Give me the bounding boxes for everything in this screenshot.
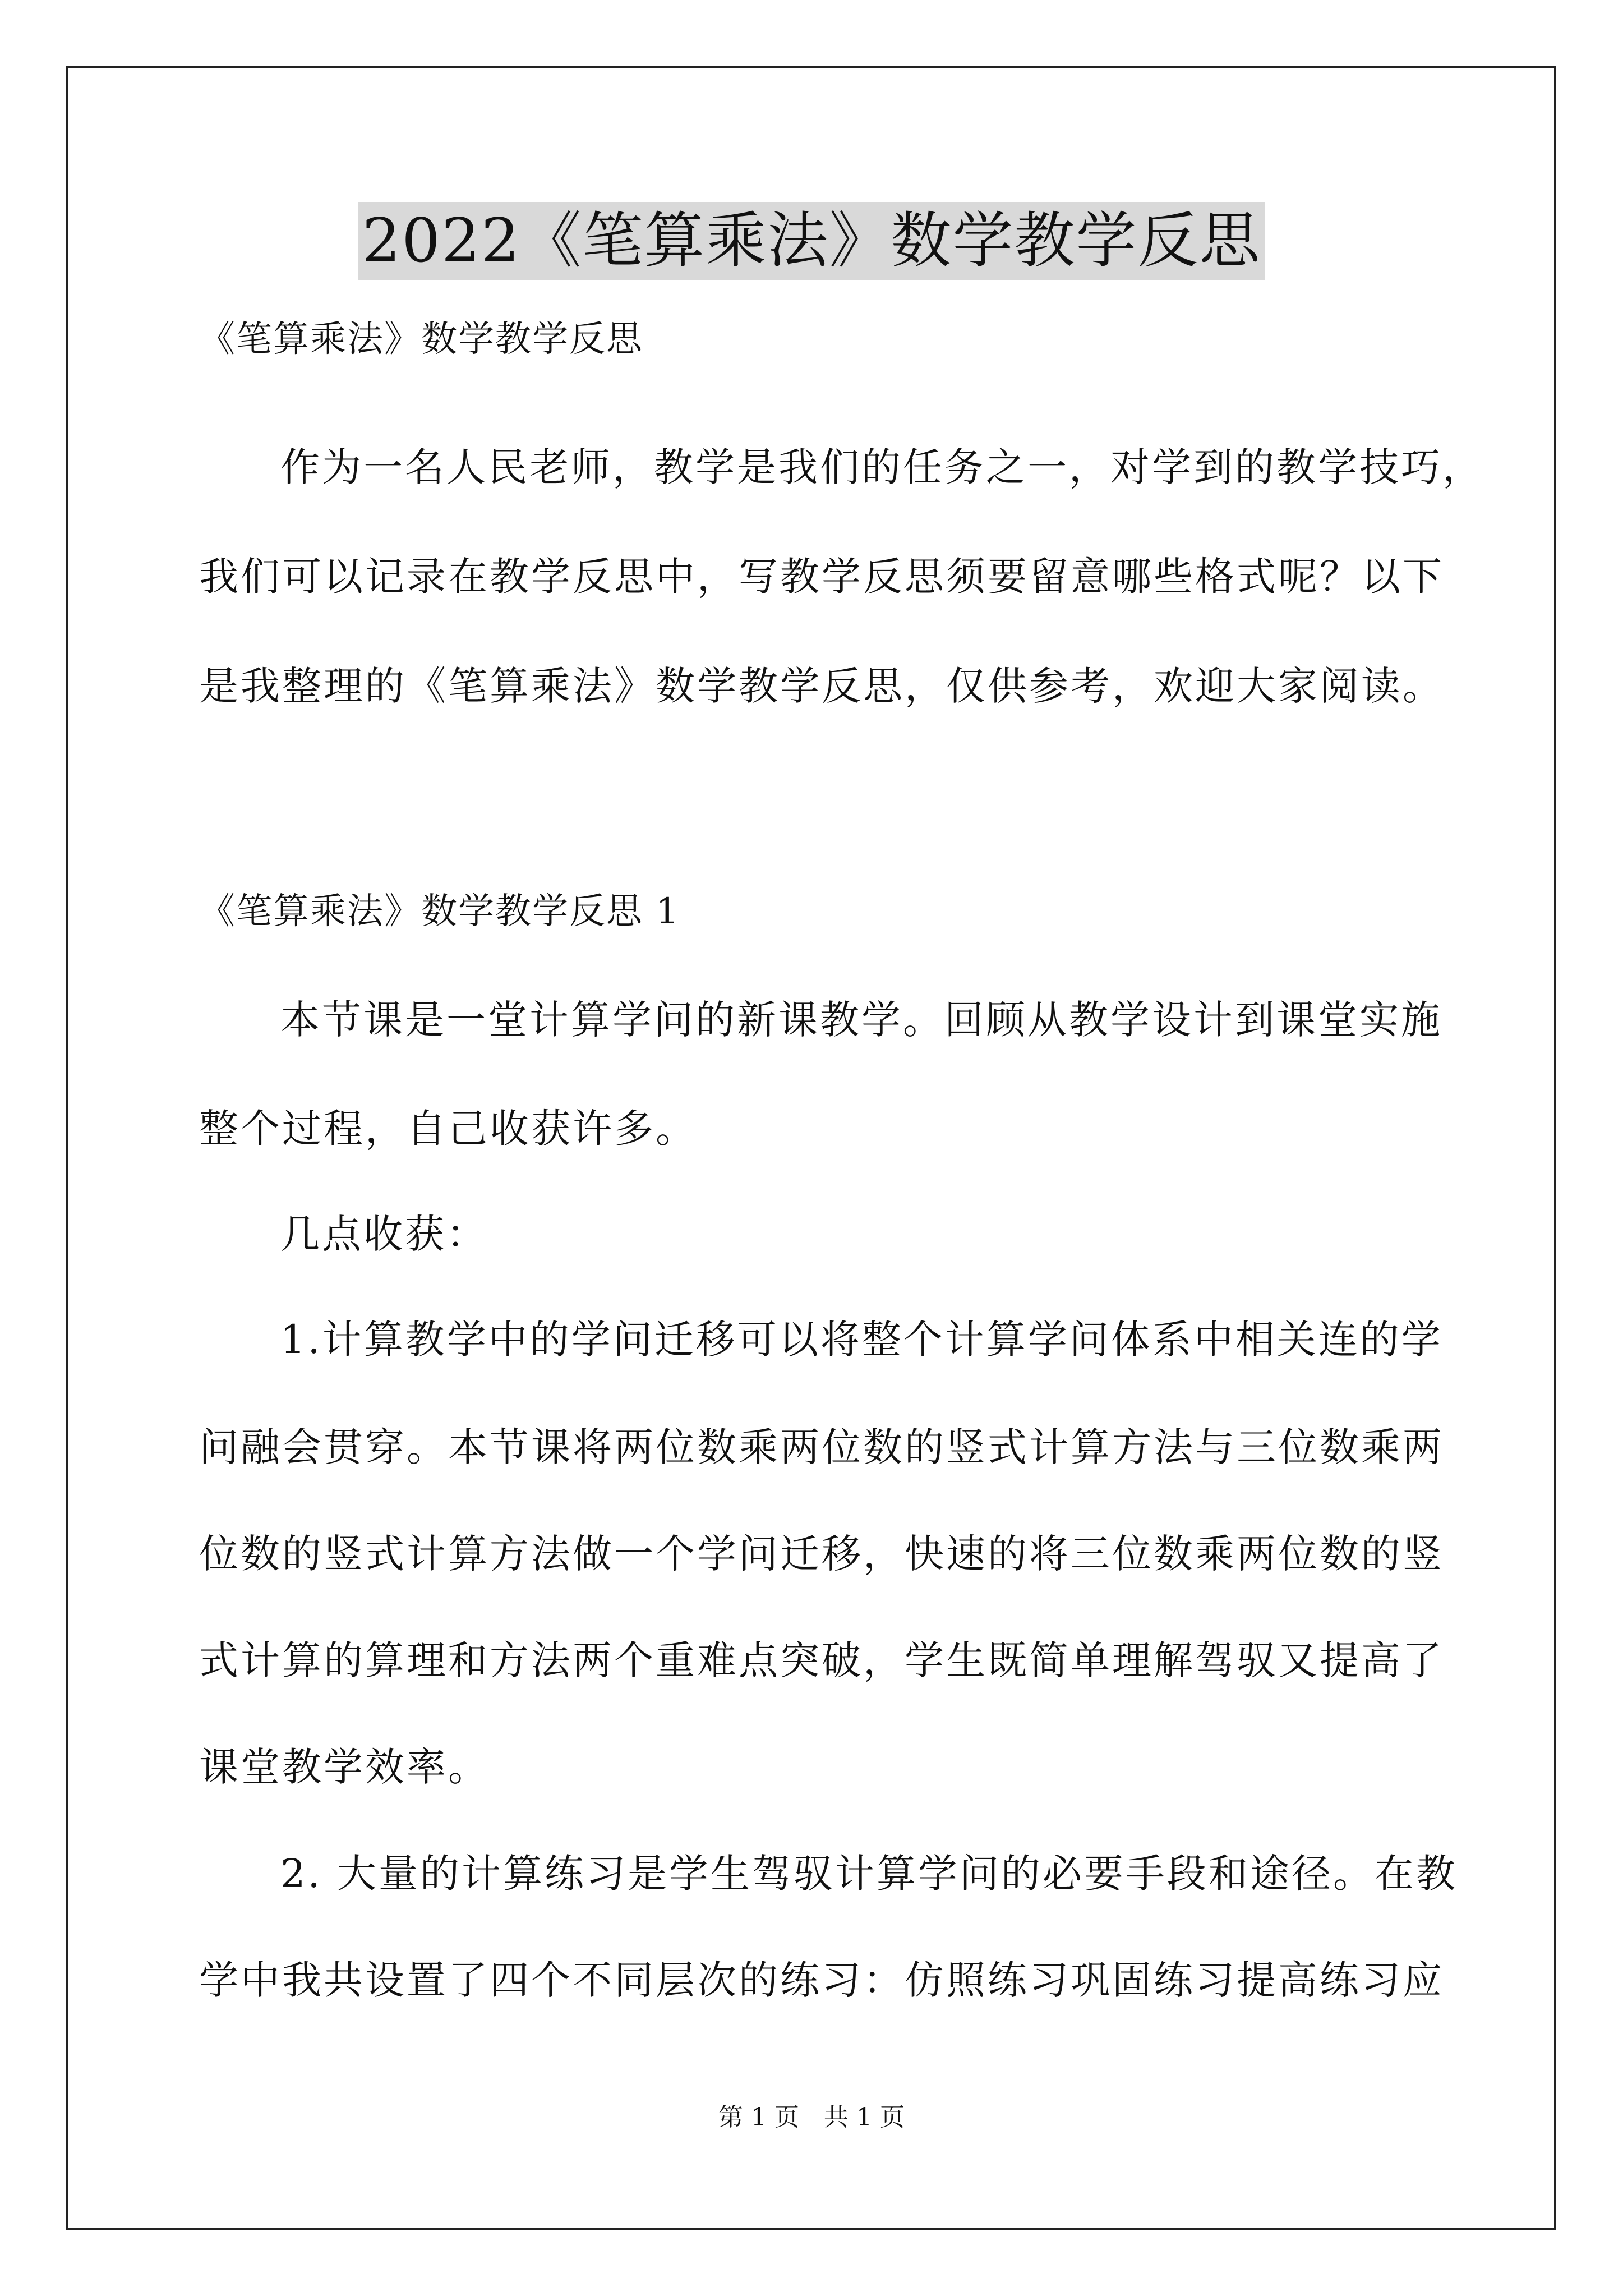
- intro-line: 作为一名人民老师，教学是我们的任务之一，对学到的教学技巧，: [280, 444, 1484, 490]
- section-line: 1.计算教学中的学问迁移可以将整个计算学问体系中相关连的学: [280, 1317, 1443, 1363]
- section-line: 学中我共设置了四个不同层次的练习：仿照练习巩固练习提高练习应: [199, 1957, 1444, 2003]
- intro-line: 我们可以记录在教学反思中，写教学反思须要留意哪些格式呢？以下: [199, 554, 1444, 600]
- page-total: 共 1 页: [824, 2103, 905, 2132]
- page-number: 第 1 页: [718, 2103, 799, 2132]
- section-line: 整个过程，自己收获许多。: [199, 1106, 697, 1152]
- intro-line: 是我整理的《笔算乘法》数学教学反思，仅供参考，欢迎大家阅读。: [199, 663, 1444, 709]
- section-line: 问融会贯穿。本节课将两位数乘两位数的竖式计算方法与三位数乘两: [199, 1424, 1444, 1470]
- section-line: 2. 大量的计算练习是学生驾驭计算学问的必要手段和途径。在教: [280, 1851, 1458, 1897]
- document-subtitle: 《笔算乘法》数学教学反思: [199, 319, 643, 360]
- document-title: 2022《笔算乘法》数学教学反思: [358, 202, 1266, 280]
- section-heading: 《笔算乘法》数学教学反思 1: [199, 891, 680, 932]
- section-line: 位数的竖式计算方法做一个学问迁移，快速的将三位数乘两位数的竖: [199, 1531, 1444, 1577]
- section-line: 本节课是一堂计算学问的新课教学。回顾从教学设计到课堂实施: [280, 997, 1442, 1043]
- section-line: 课堂教学效率。: [199, 1744, 490, 1790]
- section-line: 式计算的算理和方法两个重难点突破，学生既简单理解驾驭又提高了: [199, 1637, 1444, 1683]
- page-footer: [0, 2101, 1623, 2134]
- section-line: 几点收获：: [280, 1211, 488, 1257]
- title-container: [0, 202, 1623, 280]
